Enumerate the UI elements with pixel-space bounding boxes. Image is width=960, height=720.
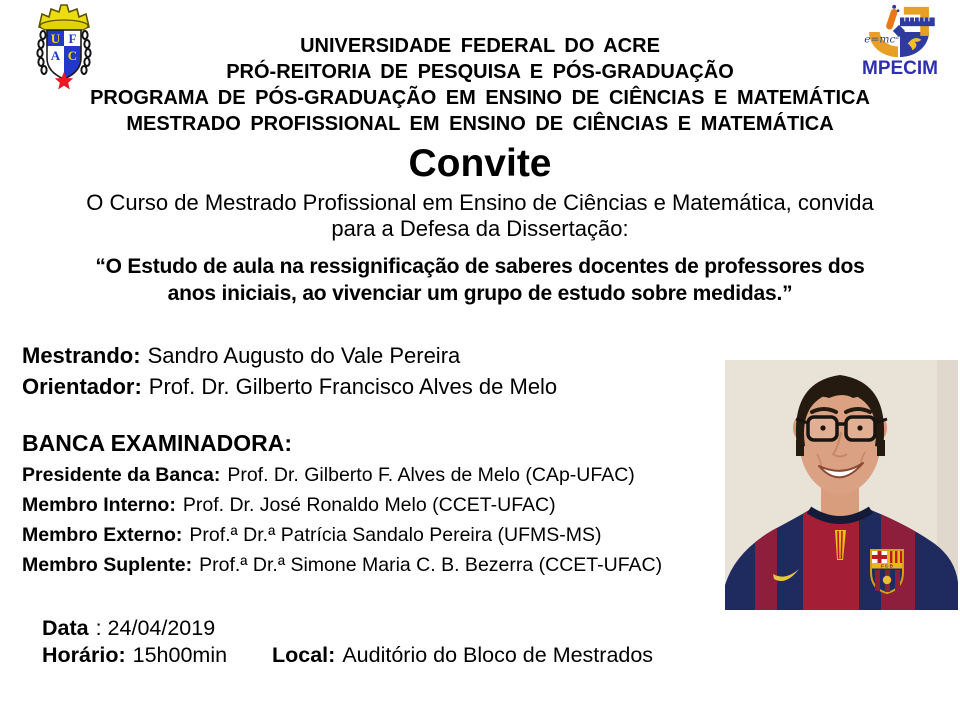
thesis-line-2: anos iniciais, ao vivenciar um grupo de estudo sobre medidas.” <box>167 282 793 305</box>
intro-line-1: O Curso de Mestrado Profissional em Ensino de Ciências e Matemática, convida <box>86 190 874 215</box>
fcb-crest-icon <box>871 550 903 593</box>
intro-text <box>0 190 960 242</box>
banca-member-row <box>22 464 635 487</box>
date-label: Data <box>42 616 89 640</box>
page-title: Convite <box>408 142 552 185</box>
banca-member-label: Presidente da Banca: <box>22 464 221 486</box>
time-value: 15h00min <box>132 643 228 667</box>
banca-member-row <box>22 554 662 577</box>
orientador-line <box>22 374 557 400</box>
orientador-label: Orientador: <box>22 374 142 399</box>
banca-member-row <box>22 524 602 547</box>
test-tube-icon <box>885 8 898 30</box>
date-value: : 24/04/2019 <box>95 616 216 640</box>
svg-text:F C B: F C B <box>881 563 893 569</box>
svg-text:F: F <box>68 31 77 46</box>
header-line-3: PROGRAMA DE PÓS-GRADUAÇÃO EM ENSINO DE CIÊNCIAS E MATEMÁTICA <box>90 87 870 109</box>
time-label: Horário: <box>42 643 126 667</box>
banca-member-name: Prof.ª Dr.ª Patrícia Sandalo Pereira (UFMS-MS) <box>189 524 602 546</box>
candidate-photo <box>725 360 958 610</box>
svg-text:e=mc2: $e=mc^2$ <box>864 32 900 46</box>
banca-member-name: Prof. Dr. José Ronaldo Melo (CCET-UFAC) <box>182 494 556 516</box>
event-date-line <box>42 616 215 641</box>
svg-text:U: U <box>50 31 61 46</box>
mpecim-label: MPECIM <box>862 58 938 79</box>
banca-member-row <box>22 494 556 517</box>
svg-text:C: C <box>67 48 78 63</box>
header-line-4: MESTRADO PROFISSIONAL EM ENSINO DE CIÊNCIAS E MATEMÁTICA <box>126 113 834 135</box>
banca-member-name: Prof.ª Dr.ª Simone Maria C. B. Bezerra (CCET-UFAC) <box>199 554 663 576</box>
thesis-title <box>0 253 960 307</box>
header-line-1: UNIVERSIDADE FEDERAL DO ACRE <box>300 35 660 57</box>
header-line-2: PRÓ-REITORIA DE PESQUISA E PÓS-GRADUAÇÃO <box>226 61 734 83</box>
location-label: Local: <box>272 643 336 667</box>
intro-line-2: para a Defesa da Dissertação: <box>331 216 629 241</box>
institution-header <box>0 33 960 137</box>
banca-member-label: Membro Externo: <box>22 524 183 546</box>
svg-text:A: A <box>50 48 61 63</box>
banca-heading: BANCA EXAMINADORA: <box>22 430 293 456</box>
mestrando-line <box>22 343 460 369</box>
banca-member-label: Membro Suplente: <box>22 554 193 576</box>
event-location-line <box>272 643 653 668</box>
orientador-name: Prof. Dr. Gilberto Francisco Alves de Melo <box>148 374 558 399</box>
banca-member-name: Prof. Dr. Gilberto F. Alves de Melo (CAp-UFAC) <box>227 464 635 486</box>
mestrando-name: Sandro Augusto do Vale Pereira <box>147 343 461 368</box>
banca-member-label: Membro Interno: <box>22 494 176 516</box>
event-time-line <box>42 643 227 668</box>
location-value: Auditório do Bloco de Mestrados <box>342 643 654 667</box>
mestrando-label: Mestrando: <box>22 343 141 368</box>
thesis-line-1: “O Estudo de aula na ressignificação de saberes docentes de professores dos <box>95 255 865 278</box>
